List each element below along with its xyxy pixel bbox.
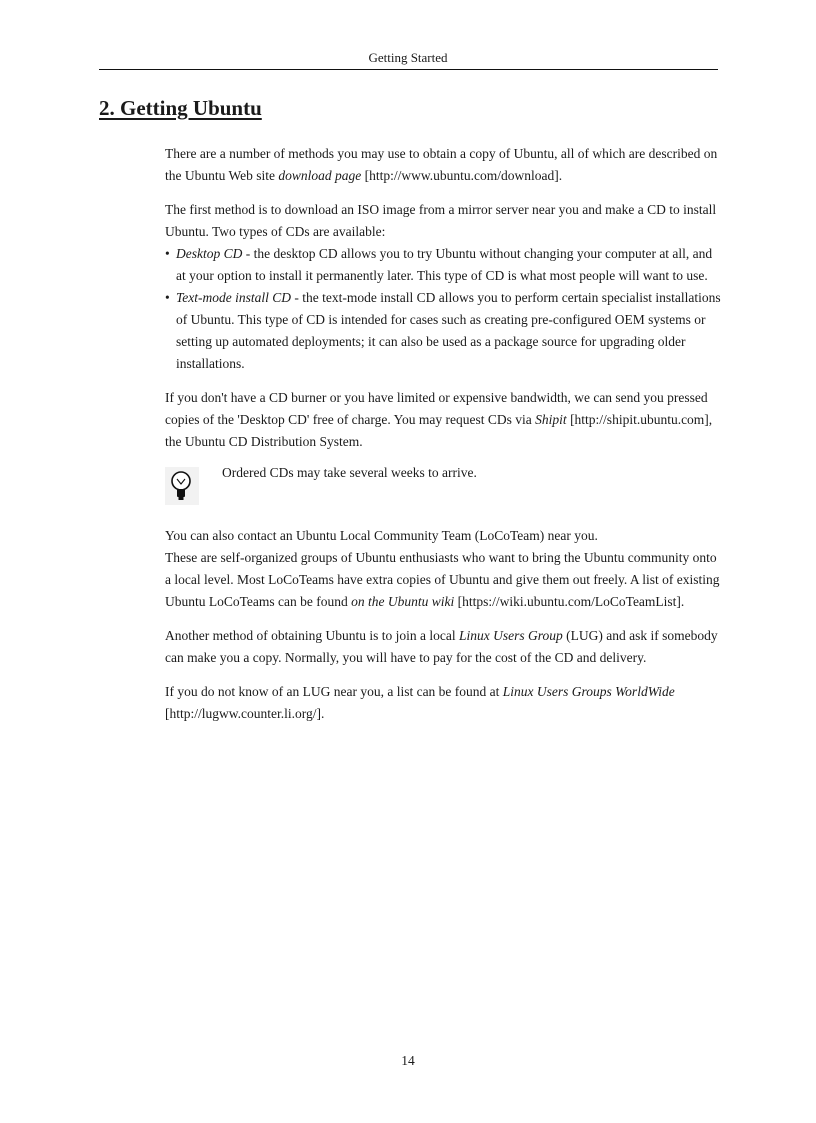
intro-text: There are a number of methods you may use to obtain a copy of Ubuntu, all of which are described on the Ubuntu Web site: [165, 146, 718, 183]
list-item: [165, 243, 725, 287]
lug-worldwide-link[interactable]: Linux Users Groups WorldWide: [502, 684, 675, 699]
list-item: [165, 287, 725, 375]
header-divider: [99, 69, 718, 70]
bullet-marker: •: [165, 246, 170, 261]
bullet-marker: •: [165, 290, 170, 305]
list-item-text: - the text-mode install CD allows you to perform certain specialist installations of Ubuntu. This type of CD is intended for cases such as creating pre-configured OEM systems or setting up automated deployments; it can also be used as a package source for upgrading older installations.: [176, 290, 721, 371]
download-page-link[interactable]: download page: [278, 168, 362, 183]
shipit-text: If you don't have a CD burner or you have limited or expensive bandwidth, we can send you pressed copies of the 'Desktop CD' free of charge. You may request CDs via: [165, 390, 708, 427]
cd-types-list: [165, 243, 725, 375]
lug-text-end: (LUG) and ask if somebody can make you a copy. Normally, you will have to pay for the cost of the CD and delivery.: [165, 628, 718, 665]
lugww-url-text: [http://lugww.counter.li.org/].: [165, 706, 325, 721]
tip-note: [165, 465, 725, 513]
page-number: 14: [401, 1053, 415, 1068]
lightbulb-icon: [165, 467, 199, 505]
section-body: [165, 143, 725, 737]
locoteam-text: These are self-organized groups of Ubuntu enthusiasts who want to bring the Ubuntu community onto a local level. Most LoCoTeams have extra copies of Ubuntu and give them out freely. A list of existing Ubuntu LoCoTeams can be found: [165, 550, 720, 609]
shipit-paragraph: [165, 387, 725, 453]
download-url-text: [http://www.ubuntu.com/download].: [361, 168, 563, 183]
lug-paragraph: [165, 625, 725, 669]
lug-text-start: Another method of obtaining Ubuntu is to join a local: [165, 628, 459, 643]
lugww-text: If you do not know of an LUG near you, a list can be found at: [165, 684, 503, 699]
locoteam-paragraph: [165, 525, 725, 613]
iso-paragraph: The first method is to download an ISO image from a mirror server near you and make a CD to install Ubuntu. Two types of CDs are available:: [165, 202, 717, 239]
list-item-term: Text-mode install CD: [176, 290, 292, 305]
tip-text: Ordered CDs may take several weeks to arrive.: [222, 465, 477, 480]
lugww-paragraph: [165, 681, 725, 725]
ubuntu-wiki-link[interactable]: on the Ubuntu wiki: [351, 594, 455, 609]
list-item-text: - the desktop CD allows you to try Ubuntu without changing your computer at all, and at your option to install it permanently later. This type of CD is what most people will want to use.: [176, 246, 713, 283]
locoteam-intro-line: You can also contact an Ubuntu Local Community Team (LoCoTeam) near you.: [165, 528, 598, 543]
intro-paragraph: [165, 143, 725, 187]
list-item-term: Desktop CD: [176, 246, 243, 261]
linux-users-group-link[interactable]: Linux Users Group: [458, 628, 563, 643]
section-title: 2. Getting Ubuntu: [99, 96, 262, 120]
shipit-url-text: [http://shipit.ubuntu.com], the Ubuntu CD Distribution System.: [165, 412, 713, 449]
locoteam-url-text: [https://wiki.ubuntu.com/LoCoTeamList].: [454, 594, 685, 609]
shipit-link[interactable]: Shipit: [535, 412, 567, 427]
running-header: Getting Started: [368, 50, 448, 65]
